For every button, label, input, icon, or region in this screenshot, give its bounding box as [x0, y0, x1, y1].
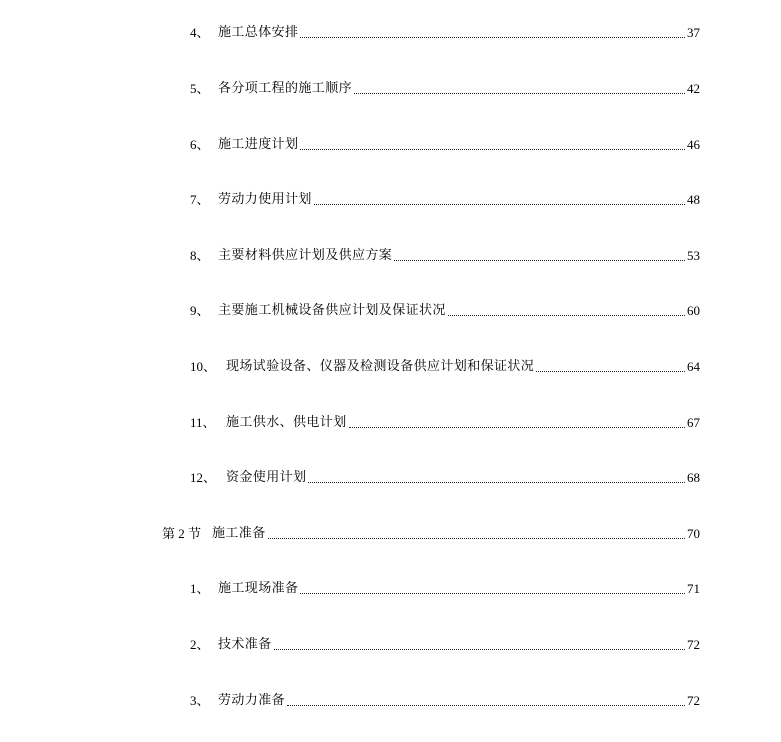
toc-section-number: 第 2 节: [162, 526, 202, 541]
toc-entry-page-number: 53: [687, 248, 700, 263]
toc-entry-page-number: 71: [687, 581, 700, 596]
toc-entry-page-number: 60: [687, 303, 700, 318]
toc-entry[interactable]: [190, 693, 700, 709]
dot-leader: [287, 705, 685, 706]
toc-entry[interactable]: [190, 415, 700, 431]
toc-entry[interactable]: [190, 192, 700, 208]
dot-leader: [268, 538, 685, 539]
toc-entry-number: 10、: [190, 359, 217, 374]
toc-entry-number: 12、: [190, 470, 217, 485]
toc-entry-page-number: 48: [687, 192, 700, 207]
toc-entry-page-number: 64: [687, 359, 700, 374]
toc-entry-title: 主要材料供应计划及供应方案: [218, 248, 393, 263]
toc-entry-title: 施工总体安排: [218, 25, 299, 40]
dot-leader: [274, 649, 685, 650]
toc-entry-page-number: 68: [687, 470, 700, 485]
dot-leader: [349, 427, 685, 428]
toc-entry-number: 7、: [190, 192, 210, 207]
dot-leader: [308, 482, 685, 483]
dot-leader: [300, 149, 685, 150]
toc-entry-number: 9、: [190, 303, 210, 318]
toc-entry[interactable]: [190, 637, 700, 653]
dot-leader: [448, 315, 685, 316]
dot-leader: [536, 371, 685, 372]
toc-entry-page-number: 37: [687, 25, 700, 40]
toc-entry[interactable]: [190, 248, 700, 264]
toc-entry[interactable]: [190, 137, 700, 153]
toc-entry[interactable]: [190, 25, 700, 41]
toc-entry-title: 劳动力使用计划: [218, 192, 312, 207]
dot-leader: [354, 93, 685, 94]
toc-entry-page-number: 46: [687, 137, 700, 152]
toc-entry-number: 2、: [190, 637, 210, 652]
toc-entry-title: 现场试验设备、仪器及检测设备供应计划和保证状况: [226, 359, 535, 374]
dot-leader: [300, 37, 685, 38]
toc-entry-title: 施工现场准备: [218, 581, 299, 596]
toc-entry[interactable]: [190, 303, 700, 319]
toc-entry-number: 5、: [190, 81, 210, 96]
toc-section-title: 施工准备: [212, 526, 266, 541]
toc-entry-number: 11、: [190, 415, 216, 430]
toc-entry-title: 技术准备: [218, 637, 272, 652]
toc-entry[interactable]: [190, 470, 700, 486]
toc-entry-number: 1、: [190, 581, 210, 596]
toc-entry[interactable]: [190, 581, 700, 597]
toc-entry-number: 6、: [190, 137, 210, 152]
toc-entry-page-number: 72: [687, 693, 700, 708]
toc-entry-number: 4、: [190, 25, 210, 40]
toc-section-entry[interactable]: [162, 526, 700, 542]
toc-entry[interactable]: [190, 359, 700, 375]
toc-entry-title: 劳动力准备: [218, 693, 286, 708]
toc-entry[interactable]: [190, 81, 700, 97]
toc-entry-title: 各分项工程的施工顺序: [218, 81, 353, 96]
dot-leader: [314, 204, 685, 205]
dot-leader: [300, 593, 685, 594]
toc-entry-title: 资金使用计划: [226, 470, 307, 485]
toc-entry-page-number: 70: [687, 526, 700, 541]
toc-entry-title: 施工供水、供电计划: [226, 415, 347, 430]
toc-entry-page-number: 42: [687, 81, 700, 96]
toc-entry-number: 3、: [190, 693, 210, 708]
toc-entry-title: 主要施工机械设备供应计划及保证状况: [218, 303, 446, 318]
toc-entry-page-number: 72: [687, 637, 700, 652]
dot-leader: [394, 260, 685, 261]
toc-entry-number: 8、: [190, 248, 210, 263]
toc-entry-title: 施工进度计划: [218, 137, 299, 152]
toc-entry-page-number: 67: [687, 415, 700, 430]
